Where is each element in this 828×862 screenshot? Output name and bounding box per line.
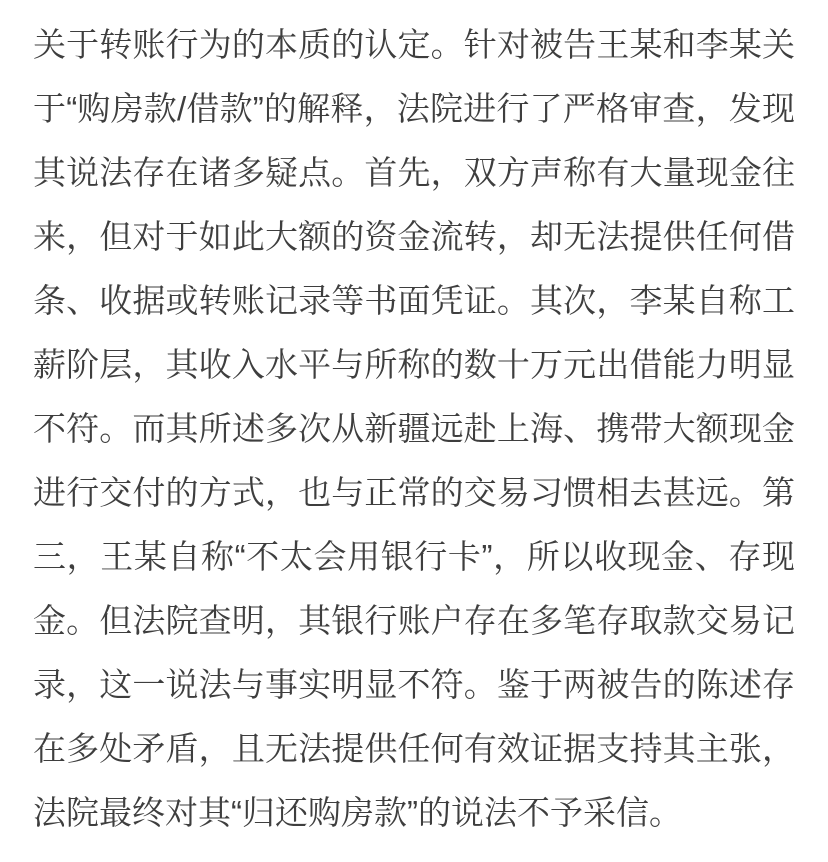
paragraph-line: 薪阶层，其收入水平与所称的数十万元出借能力明显 (33, 346, 795, 383)
paragraph-line: 关于转账行为的本质的认定。针对被告王某和李某关 (33, 26, 795, 63)
paragraph-line: 不符。而其所述多次从新疆远赴上海、携带大额现金 (33, 410, 795, 447)
paragraph-line: 金。但法院查明，其银行账户存在多笔存取款交易记 (33, 602, 795, 639)
paragraph-line: 法院最终对其“归还购房款”的说法不予采信。 (33, 794, 682, 831)
paragraph-line: 来，但对于如此大额的资金流转，却无法提供任何借 (33, 218, 795, 255)
paragraph-line: 进行交付的方式，也与正常的交易习惯相去甚远。第 (33, 474, 795, 511)
paragraph-line: 于“购房款/借款”的解释，法院进行了严格审查，发现 (33, 90, 795, 127)
paragraph-line: 其说法存在诸多疑点。首先，双方声称有大量现金往 (33, 154, 795, 191)
paragraph (33, 13, 795, 845)
paragraph-line: 条、收据或转账记录等书面凭证。其次，李某自称工 (33, 282, 795, 319)
paragraph-line: 录，这一说法与事实明显不符。鉴于两被告的陈述存 (33, 666, 795, 703)
paragraph-line: 三，王某自称“不太会用银行卡”，所以收现金、存现 (33, 538, 795, 575)
paragraph-line: 在多处矛盾，且无法提供任何有效证据支持其主张， (33, 730, 795, 767)
